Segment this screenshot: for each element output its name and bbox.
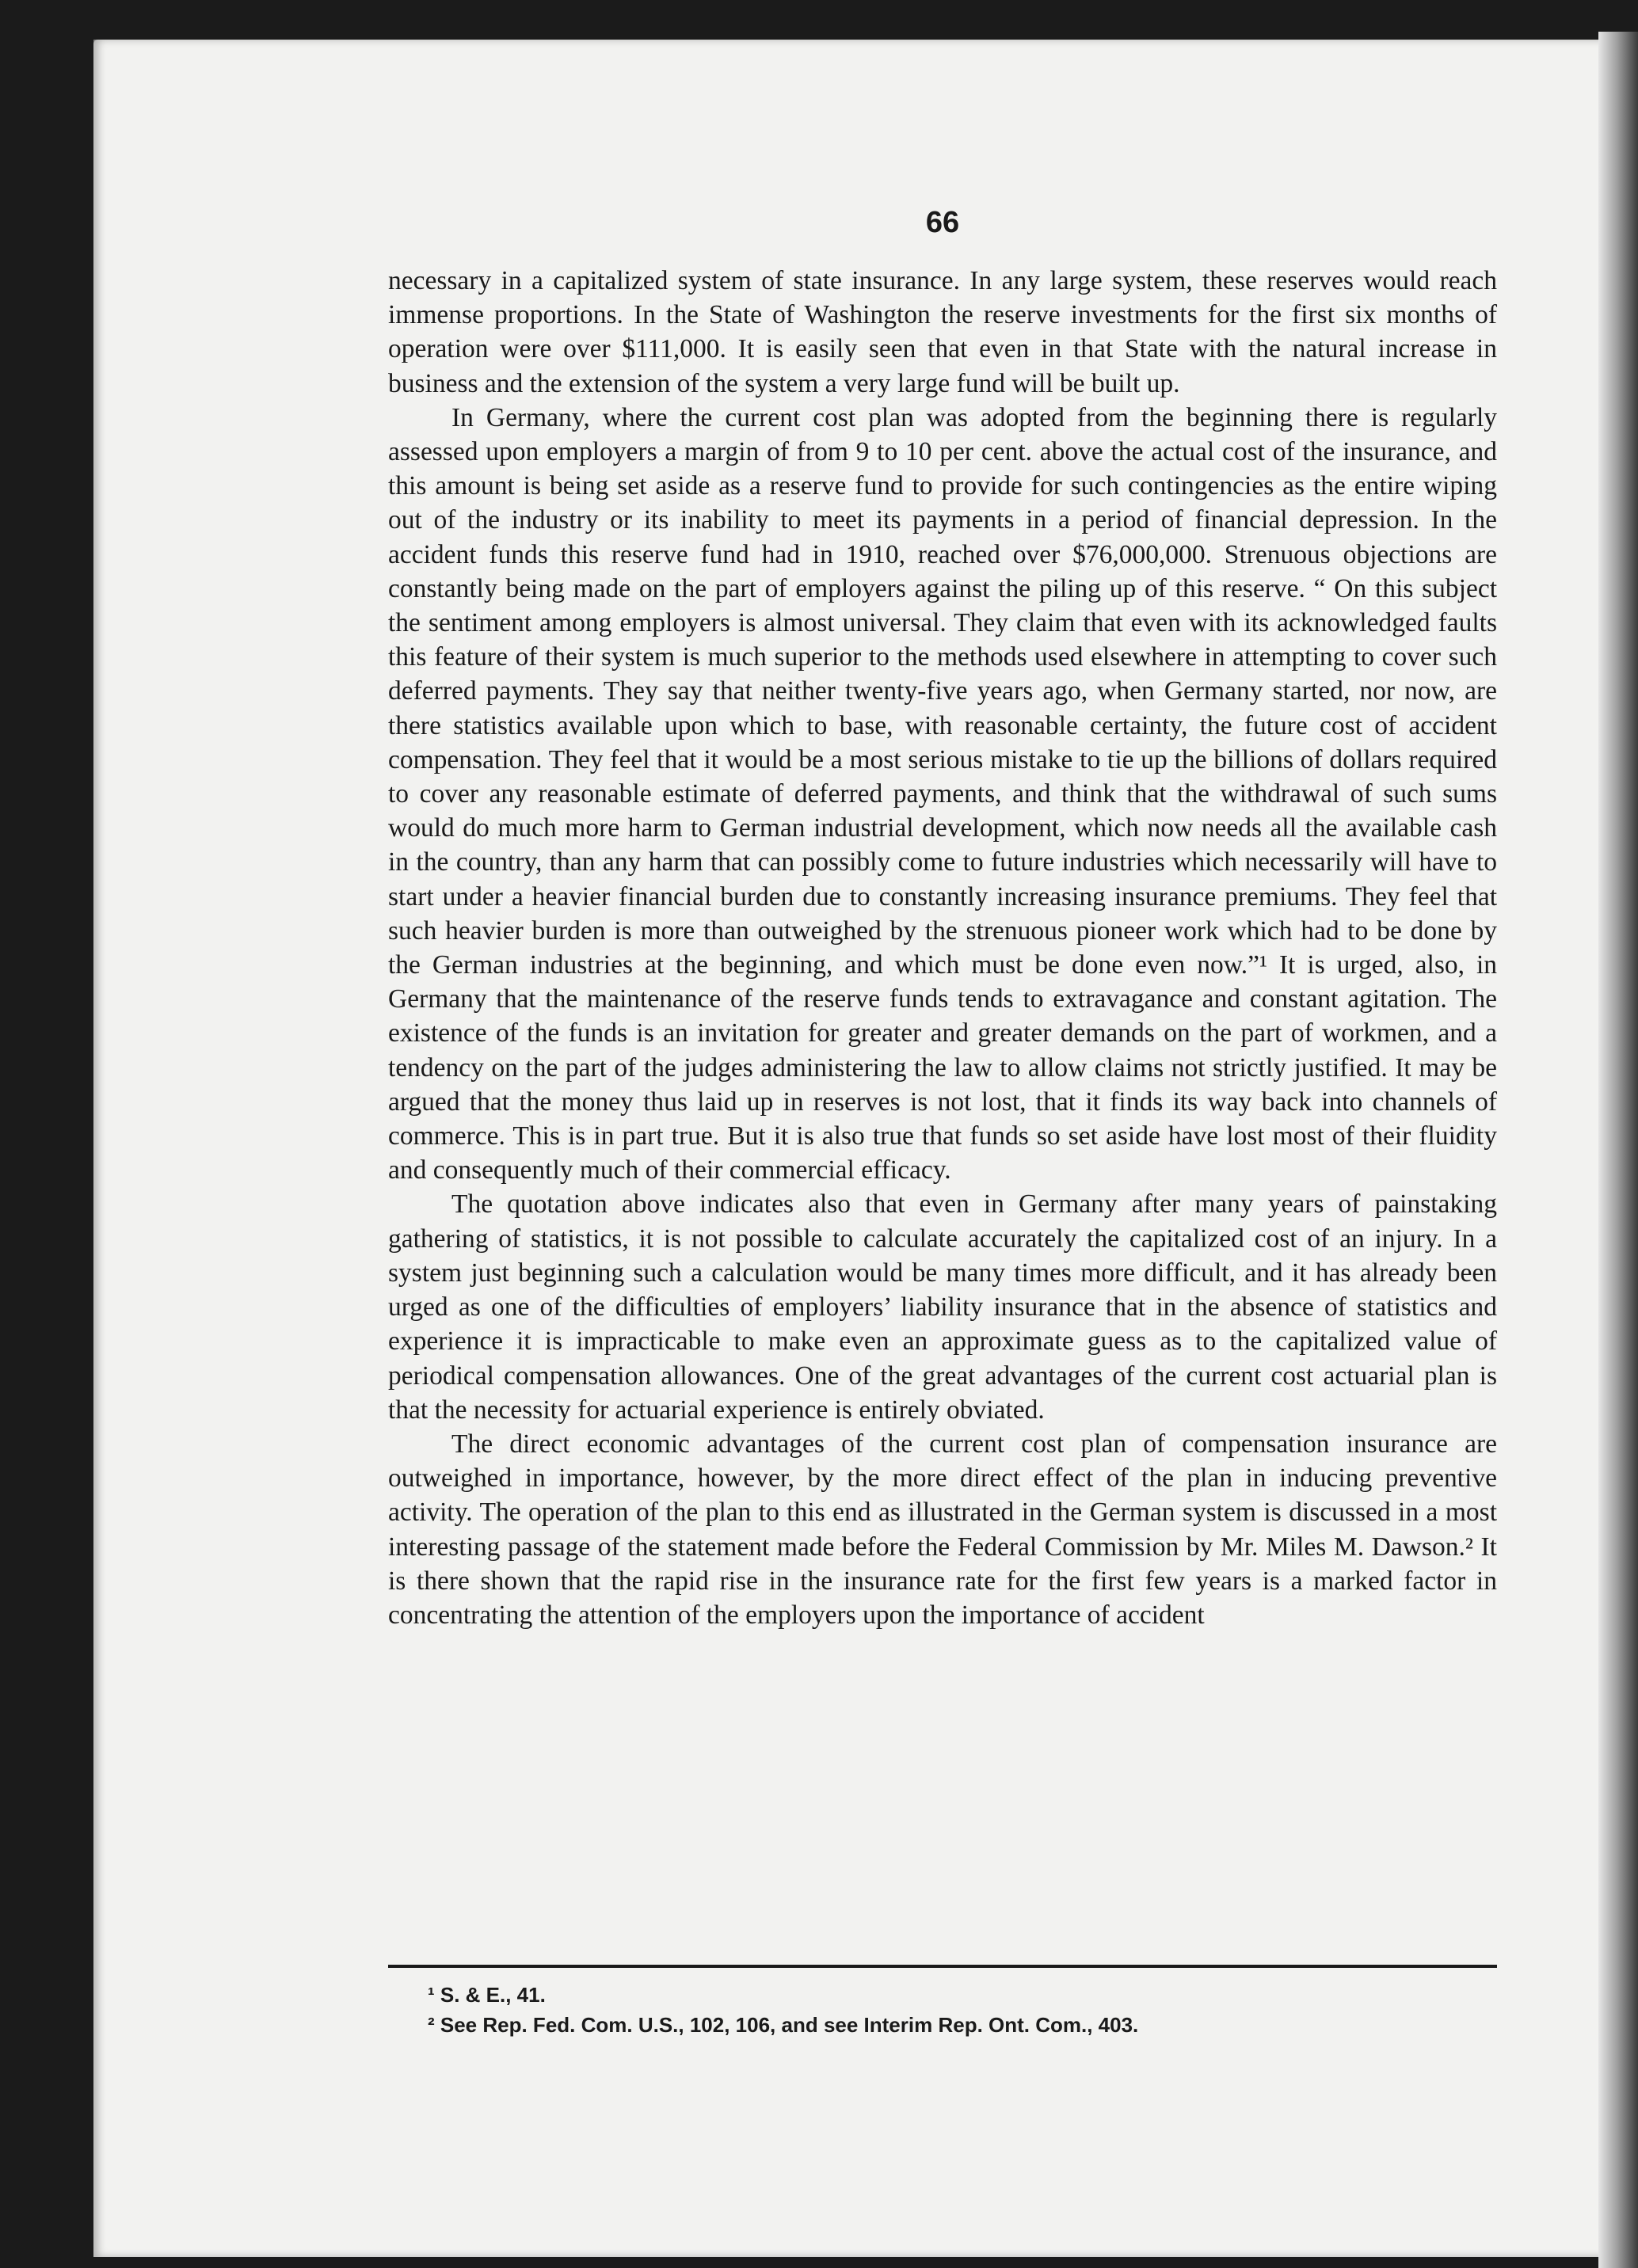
- paragraph-continuation: necessary in a capitalized system of state insurance. In any large system, these reserves would reach immense proportions. In the State of Washington the reserve investments for the first six months of operation were over $111,000. It is easily seen that even in that State with the natural increase in business and the extension of the system a very large fund will be built up.: [388, 266, 1497, 398]
- footnote-divider: [388, 1965, 1497, 1968]
- paragraph-economic-advantages: The direct economic advantages of the current cost plan of compensation insurance are outweighed in importance, however, by the more direct effect of the plan in inducing preventive activity. The operation of the plan to this end as illustrated in the German system is discussed in a most interesting passage of the statement made before the Federal Commission by Mr. Miles M. Dawson.² It is there shown that the rapid rise in the insurance rate for the first few years is a marked factor in concentrating the attention of the employers upon the importance of accident: [388, 1429, 1497, 1630]
- footnote-2: ² See Rep. Fed. Com. U.S., 102, 106, and see Interim Rep. Ont. Com., 403.: [428, 2013, 1139, 2037]
- paragraph-quotation: The quotation above indicates also that even in Germany after many years of painstaking gathering of statistics, it is not possible to calculate accurately the capitalized cost of an injury. In a system just beginning such a calculation would be many times more difficult, and it has already been urged as one of the difficulties of employers’ liability insurance that in the absence of statistics and experience it is impracticable to make even an approximate guess as to the capitalized value of periodical compensation allowances. One of the great advantages of the current cost actuarial plan is that the necessity for actuarial experience is entirely obviated.: [388, 1189, 1497, 1425]
- footnotes: [428, 1980, 1457, 2040]
- page-stack-edge: [1598, 32, 1638, 2268]
- page-number: 66: [925, 206, 960, 239]
- page-body: [388, 206, 1497, 1632]
- footnote-1: ¹ S. & E., 41.: [428, 1983, 546, 2007]
- paragraph-germany-reserve: In Germany, where the current cost plan was adopted from the beginning there is regularly assessed upon employers a margin of from 9 to 10 per cent. above the actual cost of the insurance, and this amount is being set aside as a reserve fund to provide for such contingencies as the entire wiping out of the industry or its inability to meet its payments in a period of financial depression. In the accident funds this reserve fund had in 1910, reached over $76,000,000. Strenuous objections are constantly being made on the part of employers against the piling up of this reserve. “ On this subject the sentiment among employers is almost universal. They claim that even with its acknowledged faults this feature of their system is much superior to the methods used elsewhere in attempting to cover such deferred payments. They say that neither twenty-five years ago, when Germany started, nor now, are there statistics available upon which to base, with reasonable certainty, the future cost of accident compensation. They feel that it would be a most serious mistake to tie up the billions of dollars required to cover any reasonable estimate of deferred payments, and think that the withdrawal of such sums would do much more harm to German industrial development, which now needs all the available cash in the country, than any harm that can possibly come to future industries which necessarily will have to start under a heavier financial burden due to constantly increasing insurance premiums. They feel that such heavier burden is more than outweighed by the strenuous pioneer work which had to be done by the German industries at the beginning, and which must be done even now.”¹ It is urged, also, in Germany that the maintenance of the reserve funds tends to extravagance and constant agitation. The existence of the funds is an invitation for greater and greater demands on the part of workmen, and a tendency on the part of the judges administering the law to allow claims not strictly justified. It may be argued that the money thus laid up in reserves is not lost, that it finds its way back into channels of commerce. This is in part true. But it is also true that funds so set aside have lost most of their fluidity and consequently much of their commercial efficacy.: [388, 402, 1497, 1185]
